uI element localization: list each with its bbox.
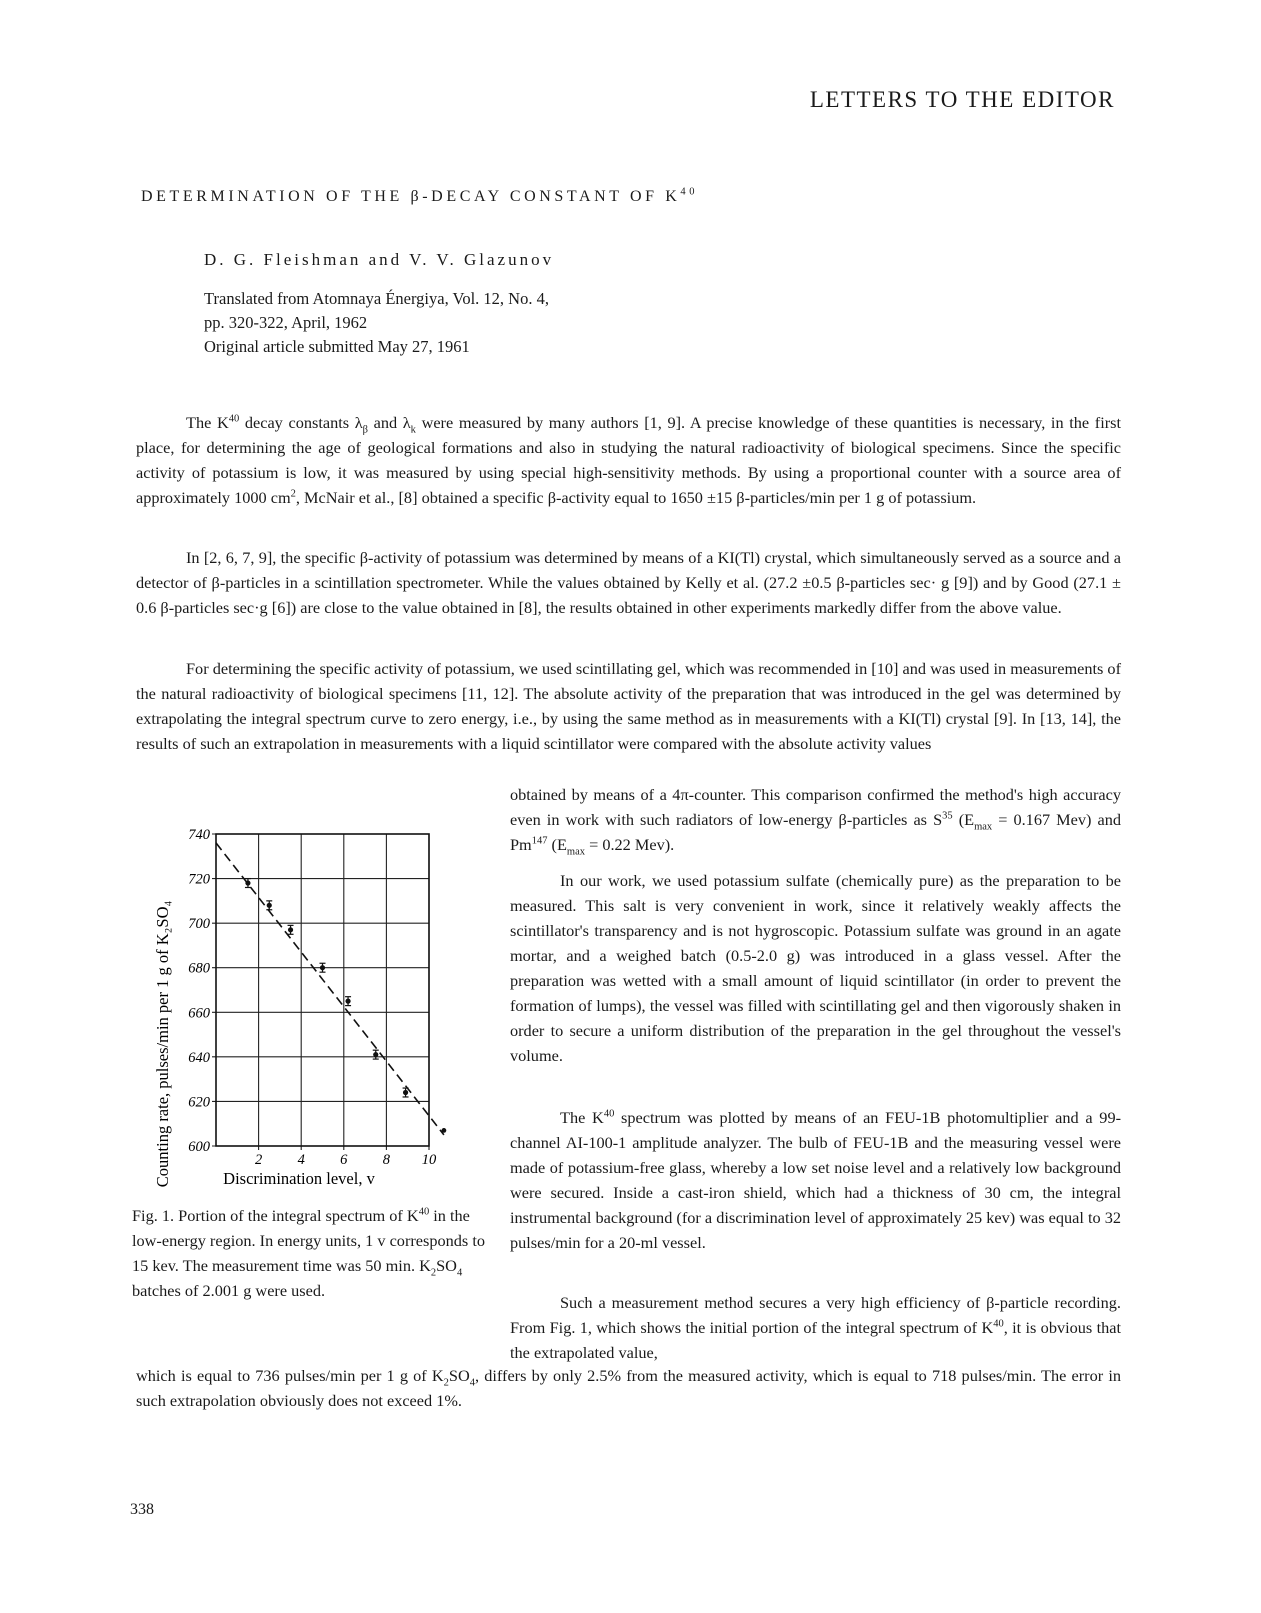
y-tick-label: 640	[188, 1049, 210, 1066]
y-tick-label: 620	[188, 1094, 210, 1111]
data-point	[267, 903, 272, 908]
authors: D. G. Fleishman and V. V. Glazunov	[204, 250, 555, 269]
p1-text-c: and λ	[367, 413, 411, 432]
p3c-text-a: obtained by means of a 4π-counter. This comparison confirmed the method's high accuracy even in work with such radiators of low-energy β-particles as S	[510, 785, 1121, 829]
paragraph-4: In our work, we used potassium sulfate (chemically pure) as the preparation to be measured. This salt is very convenient in work, since it relatively weakly affects the scintillator's transparency and is not hygroscopic. Potassium sulfate was ground in an agate mortar, and a weighed batch (0.5-2.0 g) was introduced in a glass vessel. After the preparation was wetted with a small amount of liquid scintillator (in order to prevent the formation of lumps), the vessel was filled with scintillating gel and then vigorously shaken in order to secure a uniform distribution of the preparation in the gel throughout the vessel's volume.	[510, 871, 1121, 1065]
p1-sup-d: 2	[290, 488, 296, 500]
p6c-text-a: which is equal to 736 pulses/min per 1 g of K	[136, 1366, 444, 1385]
p3c-text-d: (E	[547, 835, 567, 854]
chart-y-tick-labels	[188, 827, 211, 1155]
caption-sup-a: 40	[418, 1206, 430, 1218]
p6c-sub-a: 2	[443, 1377, 449, 1389]
article-title-text: DETERMINATION OF THE β-DECAY CONSTANT OF K	[141, 188, 681, 205]
submission-date: Original article submitted May 27, 1961	[204, 337, 470, 356]
x-tick-label: 8	[382, 1152, 391, 1168]
p1-sup-a: 40	[228, 413, 240, 425]
p1-text-a: The K	[186, 413, 229, 432]
p3c-sub-b: max	[974, 821, 993, 833]
p3c-sub-d: max	[566, 846, 585, 858]
p6c-sub-b: 4	[469, 1377, 475, 1389]
p3c-text-e: = 0.22 Mev).	[585, 835, 675, 854]
figure-1-caption	[132, 1203, 494, 1303]
paragraph-3: For determining the specific activity of potassium, we used scintillating gel, which was recommended in [10] and was used in measurements of the natural radioactivity of biological specimens [11, 12]. The absolute activity of the preparation that was introduced in the gel was determined by extrapolating the integral spectrum curve to zero energy, i.e., by using the same method as in measurements with a KI(Tl) crystal [9]. In [13, 14], the results of such an extrapolation in measurements with a liquid scintillator were compared with the absolute activity values	[136, 659, 1121, 753]
section-heading: LETTERS TO THE EDITOR	[809, 87, 1115, 112]
x-tick-label: 4	[297, 1152, 305, 1168]
chart-fit-line	[216, 843, 444, 1135]
chart-grid	[212, 834, 429, 1150]
data-point	[320, 965, 325, 970]
p1-sub-b: β	[362, 424, 368, 436]
caption-text-d: batches of 2.001 g were used.	[132, 1281, 326, 1300]
paragraph-6	[510, 1290, 1121, 1365]
caption-sub-b: 2	[430, 1267, 437, 1279]
data-point	[245, 880, 250, 885]
p6-text-b: , it is obvious that the extrapolated value,	[510, 1318, 1121, 1362]
caption-text-a: Fig. 1. Portion of the integral spectrum of K	[132, 1206, 419, 1225]
p1-sub-c: k	[410, 424, 416, 436]
caption-text-c: SO	[436, 1256, 457, 1275]
data-point	[373, 1052, 378, 1057]
translation-pages: pp. 320-322, April, 1962	[204, 313, 368, 332]
p5-sup-a: 40	[603, 1108, 615, 1120]
page-number: 338	[130, 1501, 154, 1518]
data-point	[442, 1128, 447, 1133]
p5-text-b: spectrum was plotted by means of an FEU-1B photomultiplier and a 99-channel AI-100-1 amplitude analyzer. The bulb of FEU-1B and the measuring vessel were made of potassium-free glass, whereby a low set noise level and a relatively low background were secured. Inside a cast-iron shield, which had a thickness of 30 cm, the integral instrumental background (for a discrimination level of approximately 25 kev) was equal to 32 pulses/min for a 20-ml vessel.	[510, 1108, 1122, 1252]
p6-sup-a: 40	[993, 1318, 1004, 1330]
translation-source: Translated from Atomnaya Énergiya, Vol. 12, No. 4,	[204, 289, 549, 308]
caption-sub-c: 4	[456, 1267, 463, 1279]
data-point	[288, 927, 293, 932]
figure-1-chart	[130, 800, 460, 1200]
p5-text-a: The K	[560, 1108, 604, 1127]
p3c-sup-a: 35	[942, 810, 953, 822]
data-point	[403, 1090, 408, 1095]
p3c-text-b: (E	[952, 810, 975, 829]
p1-text-d: were measured by many authors [1, 9]. A precise knowledge of these quantities is necessary, in the first place, for determining the age of geological formations and also in studying the natural radioactivity of biological specimens. Since the specific activity of potassium is low, it was measured by using special high-sensitivity methods. By using a proportional counter with a source area of approximately 1000 cm	[136, 413, 1121, 507]
caption-text-b: in the low-energy region. In energy units, 1 v corresponds to 15 kev. The measurement time was 50 min. K	[132, 1206, 485, 1275]
x-tick-label: 2	[254, 1152, 263, 1168]
y-tick-label: 600	[188, 1139, 210, 1155]
chart-x-tick-labels	[255, 1152, 437, 1168]
chart-x-axis-label: Discrimination level, v	[223, 1169, 375, 1188]
paragraph-6-continuation	[136, 1363, 1121, 1413]
article-title	[141, 188, 698, 206]
y-tick-label: 660	[188, 1005, 210, 1022]
x-tick-label: 6	[340, 1152, 348, 1168]
paragraph-1	[136, 410, 1121, 510]
p3c-sup-c: 147	[531, 835, 548, 847]
p6-text-a: Such a measurement method secures a very high efficiency of β-particle recording. From Fig. 1, which shows the initial portion of the integral spectrum of K	[510, 1293, 1121, 1337]
p1-text-b: decay constants λ	[239, 413, 363, 432]
p3c-text-c: = 0.167 Mev) and Pm	[510, 810, 1122, 854]
chart-y-axis-label: Counting rate, pulses/min per 1 g of K₂SO₄	[153, 900, 172, 1188]
data-point	[345, 999, 350, 1004]
p6c-text-b: SO	[448, 1366, 470, 1385]
paragraph-3-continuation	[510, 782, 1121, 857]
y-tick-label: 700	[188, 916, 210, 933]
article-title-superscript: 40	[680, 186, 699, 198]
paragraph-5	[510, 1105, 1121, 1255]
extrapolation-line	[216, 843, 444, 1135]
y-tick-label: 680	[188, 960, 210, 977]
chart-points	[245, 879, 446, 1133]
y-tick-label: 720	[188, 871, 210, 888]
paragraph-2: In [2, 6, 7, 9], the specific β-activity of potassium was determined by means of a KI(Tl) crystal, which simultaneously served as a source and a detector of β-particles in a scintillation spectrometer. While the values obtained by Kelly et al. (27.2 ±0.5 β-particles sec· g [9]) and by Good (27.1 ± 0.6 β-particles sec·g [6]) are close to the value obtained in [8], the results obtained in other experiments markedly differ from the above value.	[136, 548, 1121, 617]
p1-text-e: , McNair et al., [8] obtained a specific β-activity equal to 1650 ±15 β-particles/min per 1 g of potassium.	[295, 488, 977, 507]
p6c-text-c: , differs by only 2.5% from the measured activity, which is equal to 718 pulses/min. The error in such extrapolation obviously does not exceed 1%.	[136, 1366, 1122, 1410]
y-tick-label: 740	[188, 827, 210, 843]
x-tick-label: 10	[421, 1152, 437, 1168]
